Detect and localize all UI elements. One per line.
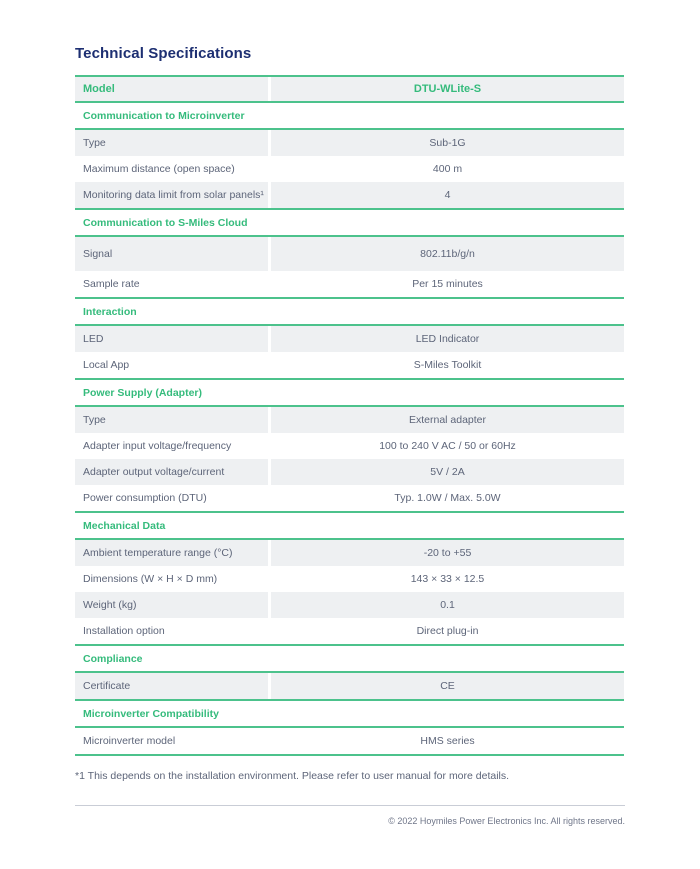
table-row [75,485,624,511]
row-label: Power consumption (DTU) [83,492,207,504]
table-row [75,130,624,156]
row-value: 0.1 [271,592,624,618]
row-value: 802.11b/g/n [271,237,624,271]
table-row [75,352,624,378]
row-value: -20 to +55 [271,540,624,566]
footer-divider [75,805,625,806]
table-row [75,326,624,352]
table-row [75,566,624,592]
table-row [75,182,624,208]
row-label: LED [75,326,268,352]
row-value: 100 to 240 V AC / 50 or 60Hz [379,440,516,452]
table-header-row [75,77,624,103]
section-rows [75,728,624,756]
copyright-text: © 2022 Hoymiles Power Electronics Inc. All rights reserved. [388,816,625,826]
table-row [75,156,624,182]
table-row [75,433,624,459]
footnote-text: *1 This depends on the installation environment. Please refer to user manual for more details. [75,770,510,782]
section-rows [75,326,624,380]
row-value: Typ. 1.0W / Max. 5.0W [394,492,501,504]
row-label: Certificate [75,673,268,699]
section-title: Compliance [75,646,624,673]
row-label: Signal [75,237,268,271]
row-label: Ambient temperature range (°C) [75,540,268,566]
row-label: Microinverter model [83,735,176,747]
page-title: Technical Specifications [75,45,252,62]
page-content [75,45,624,782]
table-row [75,673,624,699]
section-rows [75,540,624,646]
section-title: Mechanical Data [75,513,624,540]
table-row [75,728,624,754]
section-rows [75,673,624,701]
row-label: Type [75,407,268,433]
section-rows [75,130,624,210]
table-row [75,540,624,566]
row-value: LED Indicator [271,326,624,352]
table-row [75,407,624,433]
row-label: Adapter output voltage/current [75,459,268,485]
row-value: CE [271,673,624,699]
row-value: Sub-1G [271,130,624,156]
row-value: External adapter [271,407,624,433]
section-rows [75,237,624,299]
table-row [75,618,624,644]
section-title: Microinverter Compatibility [75,701,624,728]
table-row [75,237,624,271]
row-label: Type [75,130,268,156]
row-value: 400 m [432,163,463,175]
section-title: Communication to Microinverter [75,103,624,130]
row-value: Direct plug-in [416,625,479,637]
row-value: 143 × 33 × 12.5 [410,573,485,585]
table-row [75,271,624,297]
row-label: Local App [83,359,130,371]
section-rows [75,407,624,513]
row-value: HMS series [420,735,475,747]
table-header-model-label: Model [75,77,268,101]
section-title: Power Supply (Adapter) [75,380,624,407]
table-row [75,459,624,485]
row-value: 4 [271,182,624,208]
row-label: Dimensions (W × H × D mm) [83,573,218,585]
row-label: Sample rate [83,278,140,290]
row-value: Per 15 minutes [412,278,483,290]
row-label: Maximum distance (open space) [83,163,235,175]
row-value: S-Miles Toolkit [413,359,482,371]
spec-table [75,75,624,756]
row-label: Weight (kg) [75,592,268,618]
section-title: Communication to S-Miles Cloud [75,210,624,237]
table-header-model-value: DTU-WLite-S [271,77,624,101]
section-title: Interaction [75,299,624,326]
row-value: 5V / 2A [271,459,624,485]
table-body [75,103,624,756]
table-row [75,592,624,618]
row-label: Monitoring data limit from solar panels¹ [75,182,268,208]
row-label: Installation option [83,625,165,637]
row-label: Adapter input voltage/frequency [83,440,232,452]
